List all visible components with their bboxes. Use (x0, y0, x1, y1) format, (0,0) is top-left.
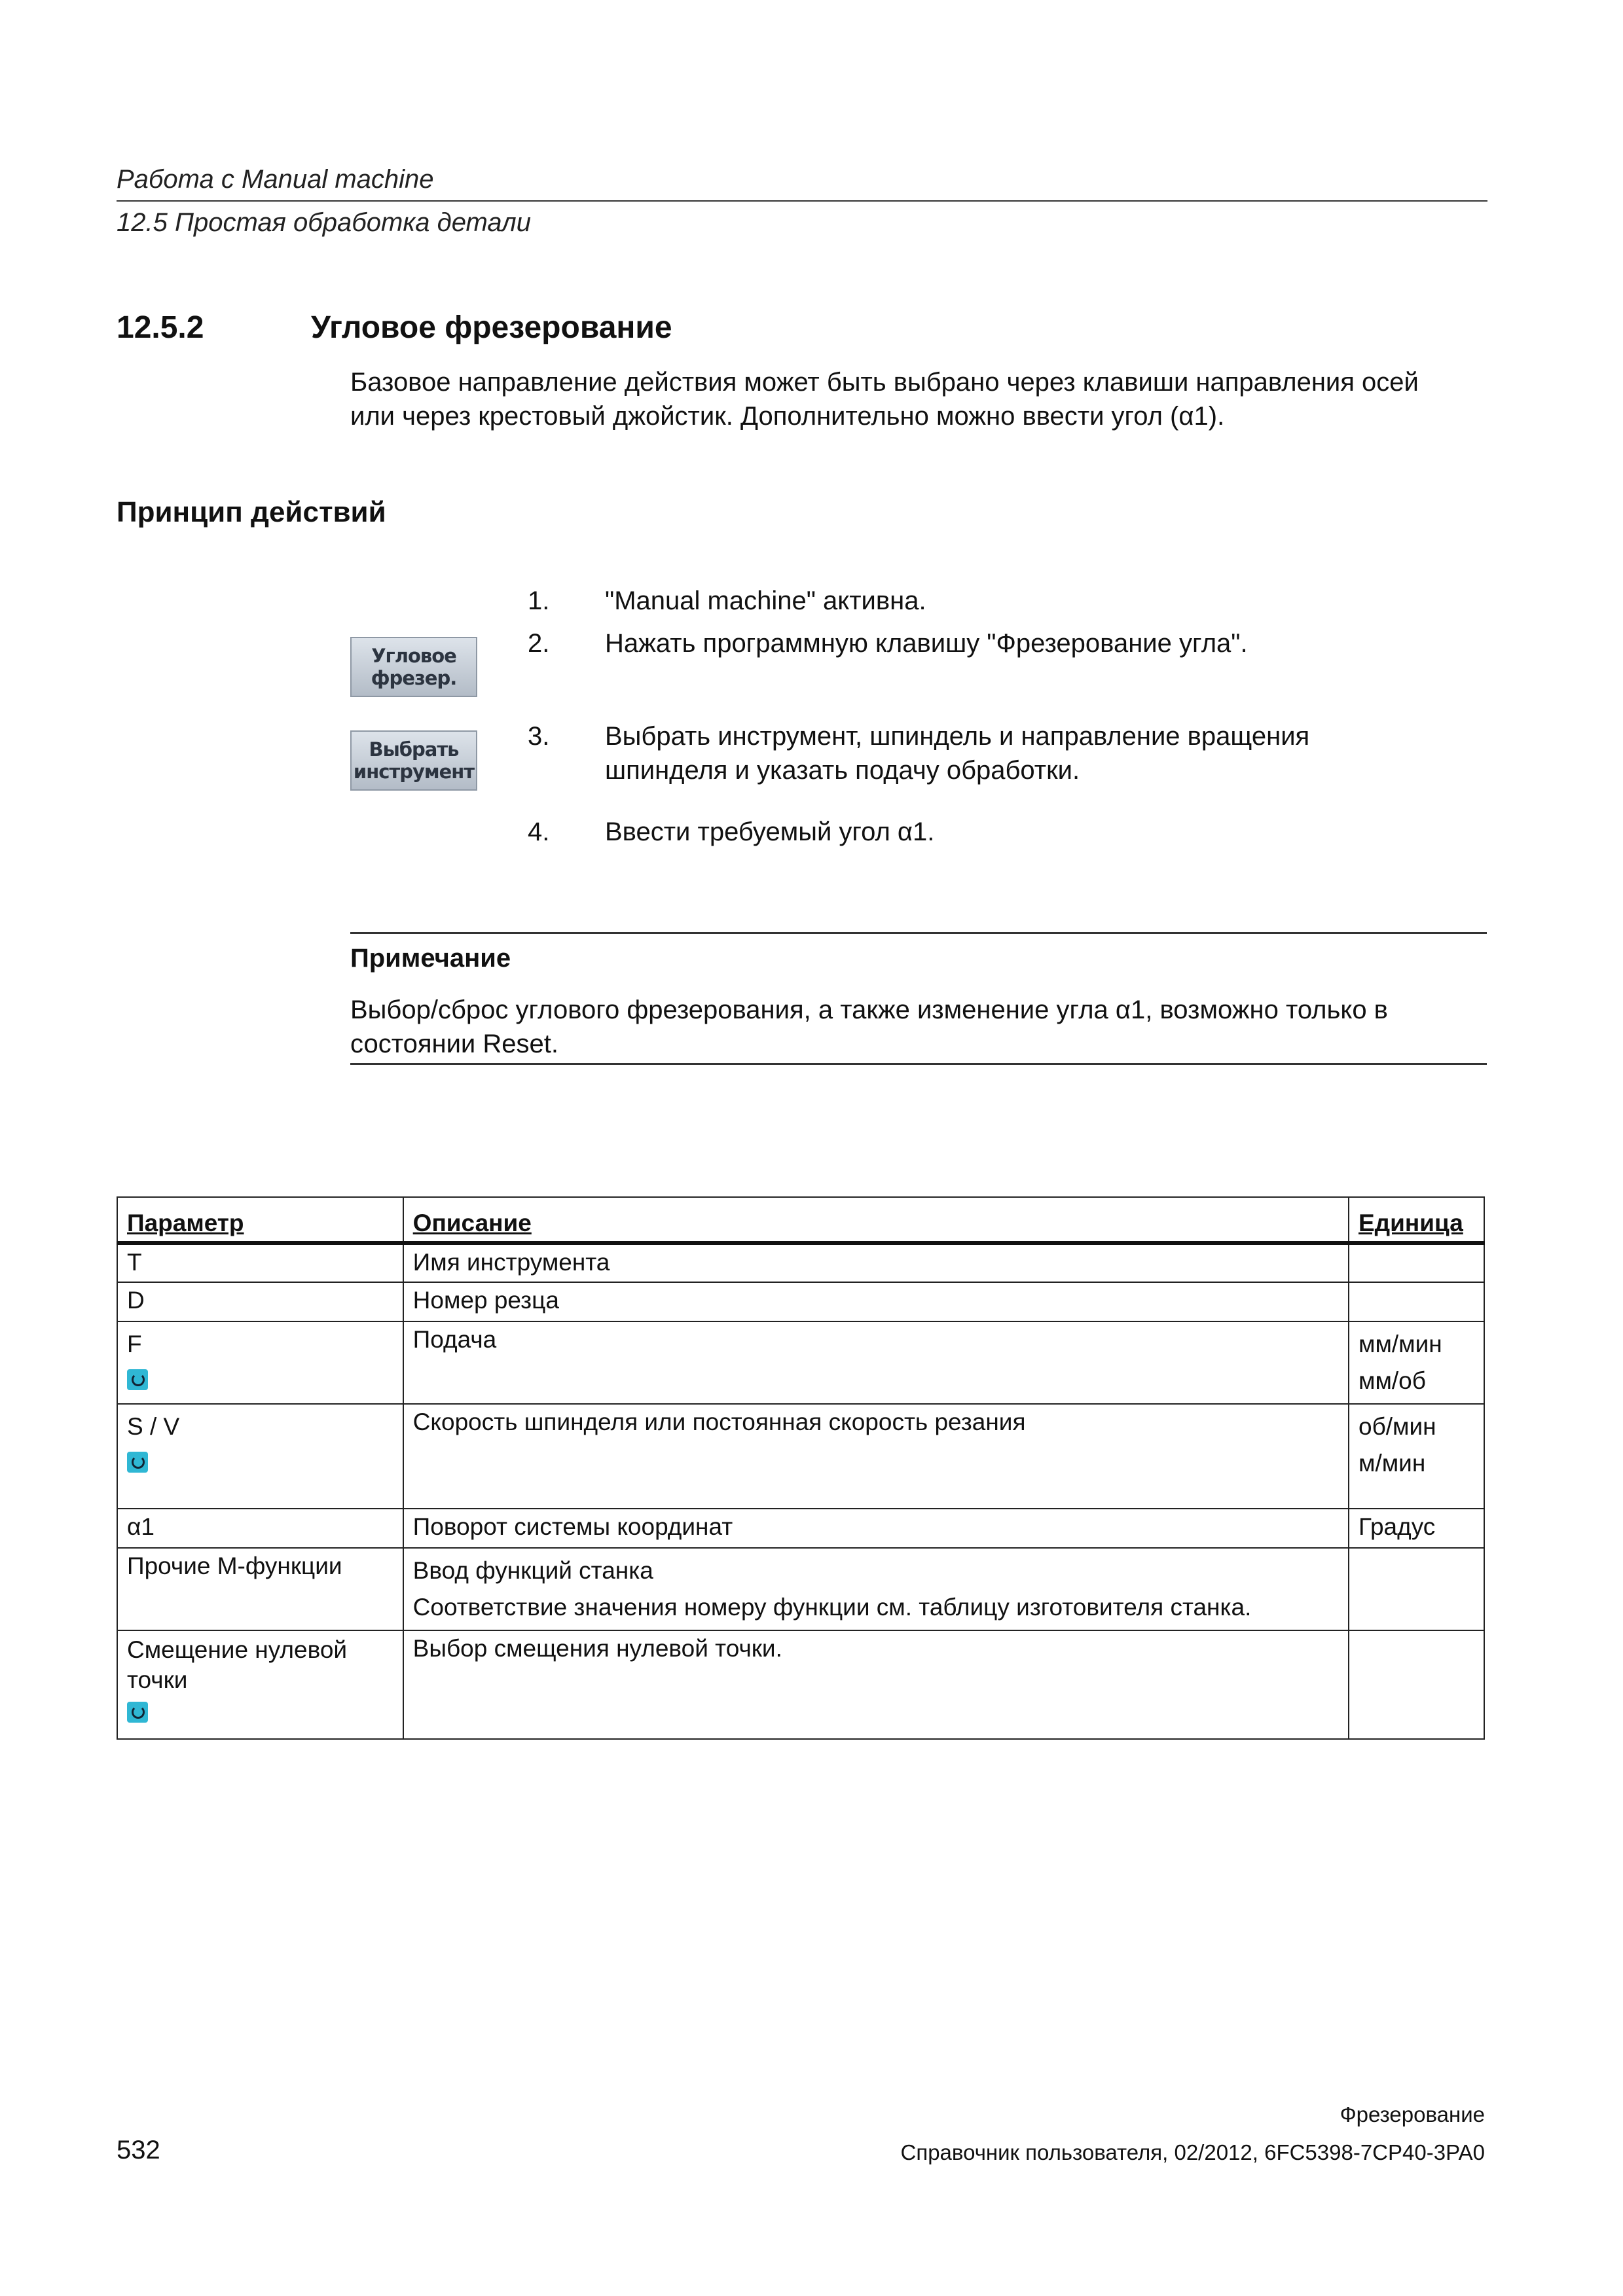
unit-cell (1349, 1243, 1484, 1282)
section-title: 12.5 Простая обработка детали (117, 208, 531, 237)
description-line-1: Ввод функций станка (412, 1557, 653, 1584)
description-cell: Поворот системы координат (403, 1509, 1349, 1548)
page-number: 532 (117, 2136, 160, 2164)
chapter-title: Работа с Manual machine (117, 165, 434, 194)
step-3-text (605, 719, 1309, 787)
param-cell: α1 (117, 1509, 403, 1548)
table-row (117, 1282, 1484, 1321)
param-label-line-1: Смещение нулевой (127, 1636, 348, 1663)
description-cell: Номер резца (403, 1282, 1349, 1321)
section-number: 12.5.2 (117, 310, 204, 345)
param-label: F (127, 1331, 142, 1357)
principle-heading: Принцип действий (117, 496, 386, 528)
toggle-icon (127, 1452, 148, 1473)
description-cell (403, 1548, 1349, 1630)
table-row (117, 1321, 1484, 1404)
note-line-2: состоянии Reset. (350, 1030, 558, 1058)
note-text (350, 993, 1388, 1061)
footer-book-title: Фрезерование (1340, 2102, 1485, 2126)
step-3-line-1: Выбрать инструмент, шпиндель и направление вращения (605, 722, 1310, 751)
note-top-rule (350, 932, 1487, 934)
intro-line-2: или через крестовый джойстик. Дополнительно можно ввести угол (α1). (350, 402, 1225, 431)
note-bottom-rule (350, 1063, 1487, 1065)
step-3-line-2: шпинделя и указать подачу обработки. (605, 756, 1080, 785)
param-label: S / V (127, 1413, 180, 1440)
unit-option-2: м/мин (1359, 1450, 1426, 1477)
description-cell: Выбор смещения нулевой точки. (403, 1630, 1349, 1739)
unit-option-1: об/мин (1359, 1413, 1436, 1440)
header-rule (117, 200, 1487, 202)
unit-cell (1349, 1282, 1484, 1321)
header-unit: Единица (1349, 1197, 1484, 1243)
param-cell: Прочие M-функции (117, 1548, 403, 1630)
param-cell: D (117, 1282, 403, 1321)
unit-cell (1349, 1404, 1484, 1509)
unit-cell (1349, 1548, 1484, 1630)
intro-paragraph (350, 365, 1419, 433)
note-title: Примечание (350, 944, 511, 973)
unit-cell: Градус (1349, 1509, 1484, 1548)
intro-line-1: Базовое направление действия может быть выбрано через клавиши направления осей (350, 368, 1419, 397)
note-line-1: Выбор/сброс углового фрезерования, а также изменение угла α1, возможно только в (350, 996, 1388, 1024)
unit-option-2: мм/об (1359, 1367, 1426, 1394)
unit-cell (1349, 1630, 1484, 1739)
description-line-2: Соответствие значения номеру функции см. таблицу изготовителя станка. (412, 1594, 1252, 1621)
table-header-row (117, 1197, 1484, 1243)
step-1-number: 1. (528, 586, 550, 615)
param-cell: T (117, 1243, 403, 1282)
unit-option-1: мм/мин (1359, 1331, 1442, 1357)
table-row (117, 1630, 1484, 1739)
section-heading: Угловое фрезерование (311, 310, 672, 345)
header-param: Параметр (117, 1197, 403, 1243)
step-3-number: 3. (528, 722, 550, 751)
angle-milling-softkey[interactable]: Угловое фрезер. (350, 637, 477, 697)
table-row (117, 1243, 1484, 1282)
step-1-text: "Manual machine" активна. (605, 586, 926, 615)
table-row (117, 1548, 1484, 1630)
toggle-icon (127, 1369, 148, 1390)
description-cell: Имя инструмента (403, 1243, 1349, 1282)
param-cell (117, 1630, 403, 1739)
param-label-line-2: точки (127, 1666, 188, 1693)
header-description: Описание (403, 1197, 1349, 1243)
table-row (117, 1404, 1484, 1509)
param-cell (117, 1321, 403, 1404)
table-row (117, 1509, 1484, 1548)
parameter-table (117, 1196, 1485, 1740)
param-cell (117, 1404, 403, 1509)
step-4-number: 4. (528, 817, 550, 846)
description-cell: Подача (403, 1321, 1349, 1404)
toggle-icon (127, 1702, 148, 1723)
footer-reference: Справочник пользователя, 02/2012, 6FC5398-7CP40-3PA0 (900, 2140, 1485, 2164)
step-2-number: 2. (528, 629, 550, 658)
step-2-text: Нажать программную клавишу "Фрезерование угла". (605, 629, 1248, 658)
unit-cell (1349, 1321, 1484, 1404)
select-tool-softkey[interactable]: Выбрать инструмент (350, 730, 477, 791)
description-cell: Скорость шпинделя или постоянная скорость резания (403, 1404, 1349, 1509)
step-4-text: Ввести требуемый угол α1. (605, 817, 935, 846)
